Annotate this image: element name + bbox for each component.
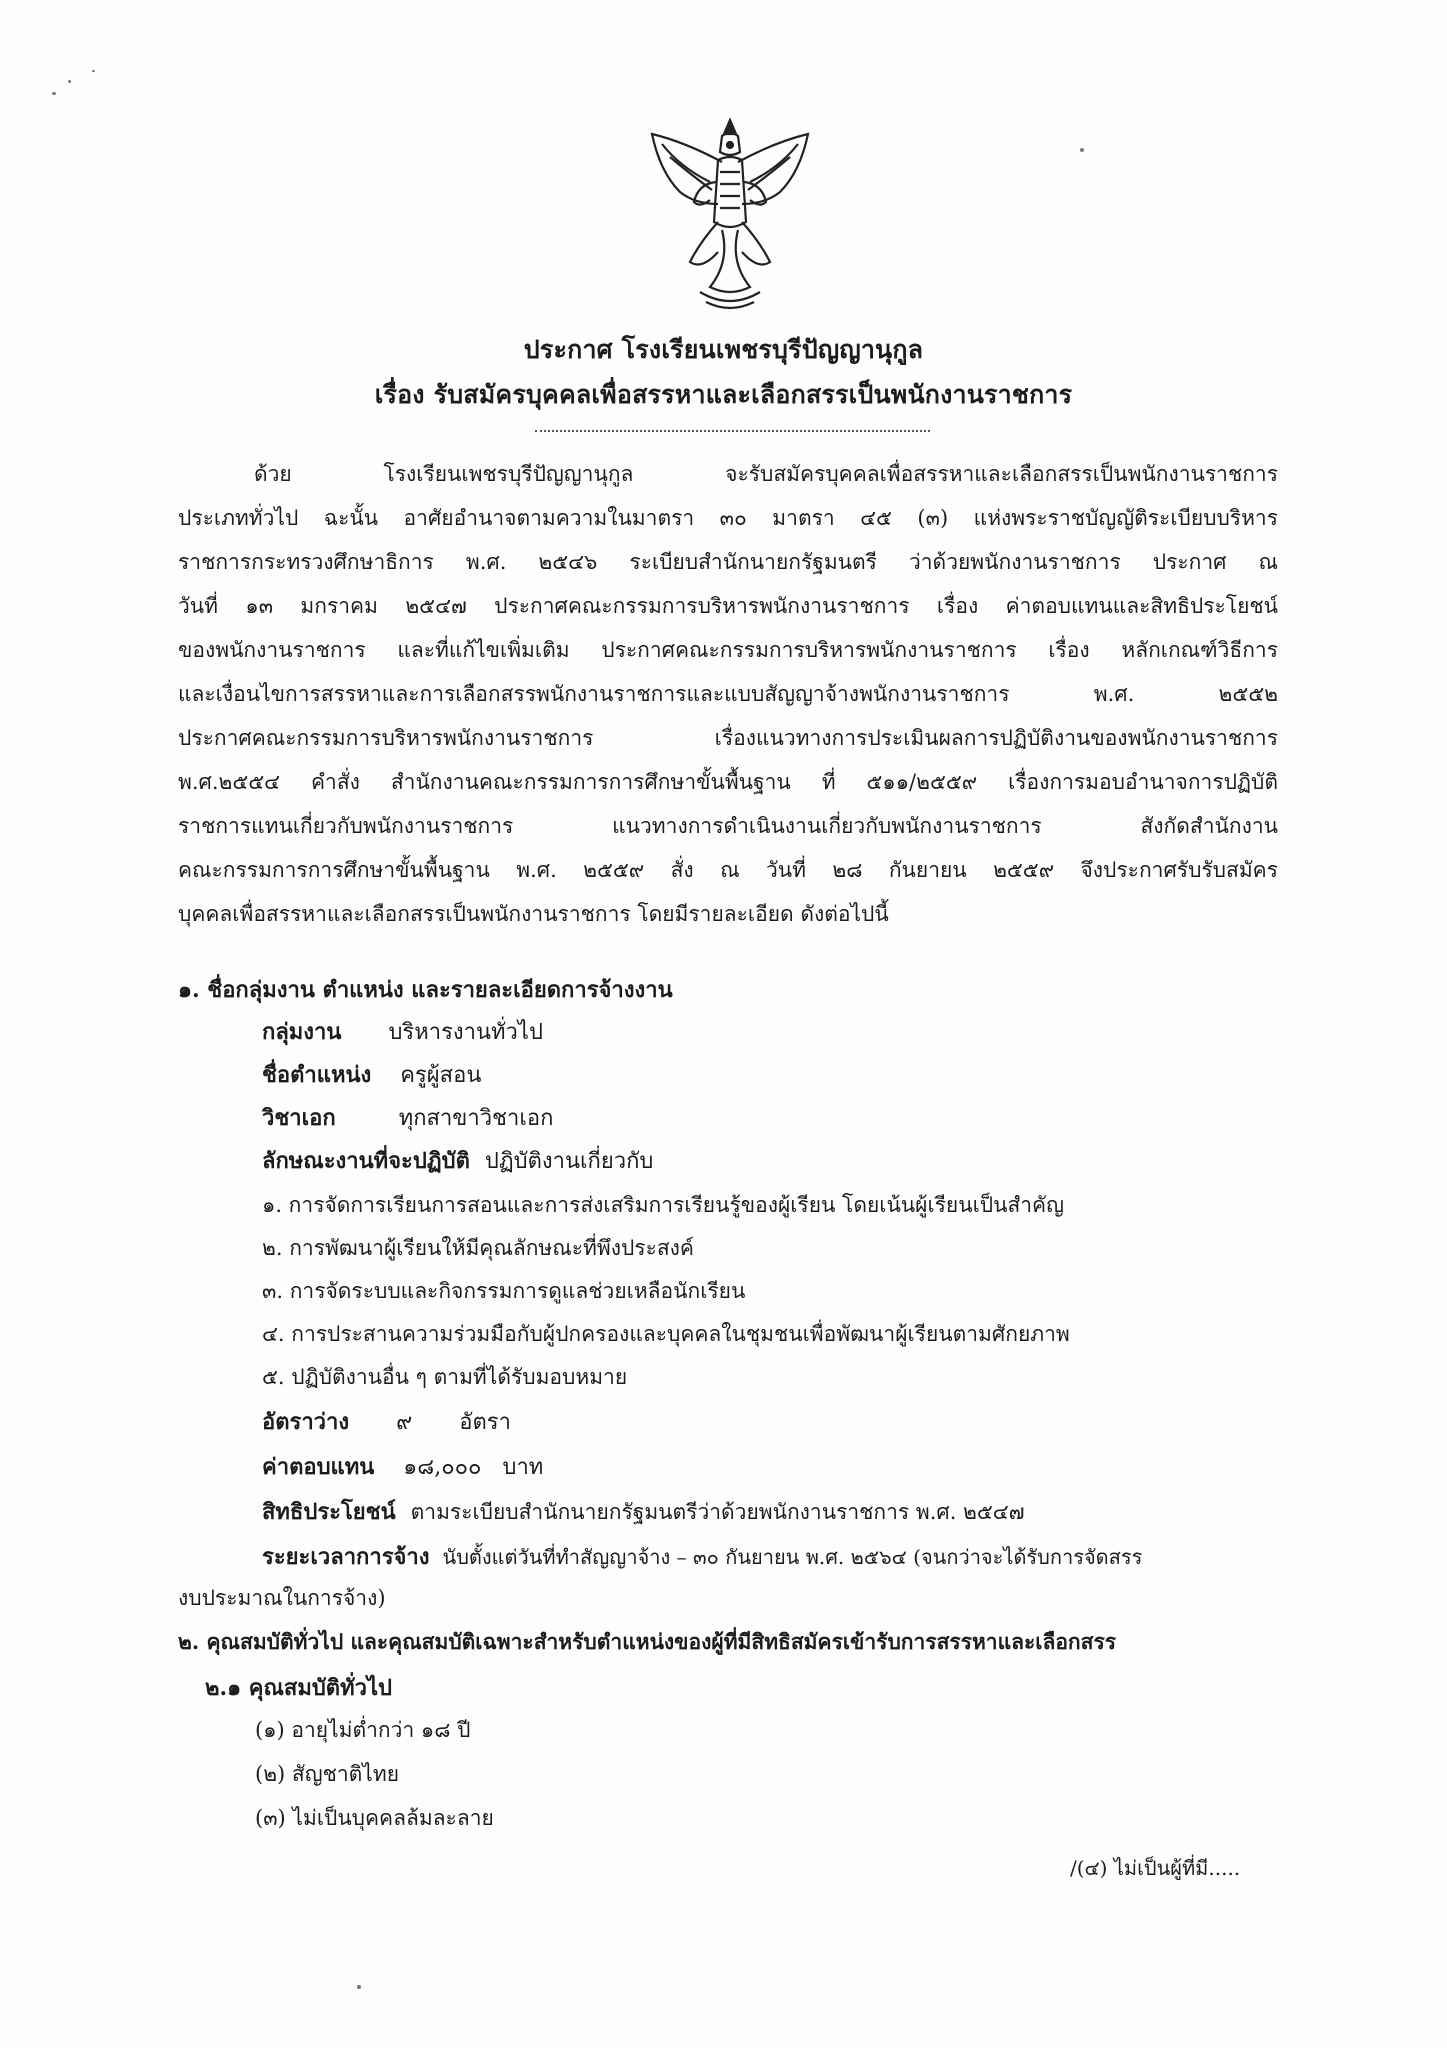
major-value: ทุกสาขาวิชาเอก bbox=[398, 1106, 554, 1131]
qualification-item: (๓) ไม่เป็นบุคคลล้มละลาย bbox=[255, 1806, 494, 1830]
duty-item: ๓. การจัดระบบและกิจกรรมการดูแลช่วยเหลือนักเรียน bbox=[262, 1279, 746, 1303]
period-value: นับตั้งแต่วันที่ทำสัญญาจ้าง – ๓๐ กันยายน พ.ศ. ๒๕๖๔ (จนกว่าจะได้รับการจัดสรร bbox=[442, 1545, 1143, 1569]
duty-item: ๕. ปฏิบัติงานอื่น ๆ ตามที่ได้รับมอบหมาย bbox=[262, 1365, 628, 1389]
title-divider bbox=[535, 430, 930, 432]
period-value-continued: งบประมาณในการจ้าง) bbox=[178, 1586, 386, 1610]
duty-value: ปฏิบัติงานเกี่ยวกับ bbox=[484, 1149, 654, 1174]
qualification-item: (๑) อายุไม่ต่ำกว่า ๑๘ ปี bbox=[255, 1718, 471, 1742]
benefit-field bbox=[262, 1494, 1024, 1529]
intro-line: คณะกรรมการการศึกษาขั้นพื้นฐาน พ.ศ. ๒๕๕๙ สั่ง ณ วันที่ ๒๘ กันยายน ๒๕๕๙ จึงประกาศรับรับสมัคร bbox=[178, 858, 1278, 882]
work-group-value: บริหารงานทั่วไป bbox=[388, 1020, 543, 1045]
intro-line: ราชการแทนเกี่ยวกับพนักงานราชการ แนวทางการดำเนินงานเกี่ยวกับพนักงานราชการ สังกัดสำนักงาน bbox=[178, 814, 1278, 838]
benefit-value: ตามระเบียบสำนักนายกรัฐมนตรีว่าด้วยพนักงานราชการ พ.ศ. ๒๕๔๗ bbox=[410, 1500, 1025, 1524]
duty-field bbox=[262, 1143, 653, 1178]
vacancy-field bbox=[262, 1404, 511, 1439]
period-field bbox=[262, 1539, 1142, 1574]
vacancy-label: อัตราว่าง bbox=[262, 1409, 350, 1435]
duty-item: ๑. การจัดการเรียนการสอนและการส่งเสริมการเรียนรู้ของผู้เรียน โดยเน้นผู้เรียนเป็นสำคัญ bbox=[262, 1193, 1064, 1217]
qualification-item: (๒) สัญชาติไทย bbox=[255, 1762, 400, 1786]
intro-line: ราชการกระทรวงศึกษาธิการ พ.ศ. ๒๕๔๖ ระเบียบสำนักนายกรัฐมนตรี ว่าด้วยพนักงานราชการ ประกาศ ณ bbox=[178, 550, 1278, 574]
scan-speck bbox=[1080, 148, 1084, 152]
intro-line: พ.ศ.๒๕๕๔ คำสั่ง สำนักงานคณะกรรมการการศึกษาขั้นพื้นฐาน ที่ ๕๑๑/๒๕๕๙ เรื่องการมอบอำนาจการปฏิบัติ bbox=[178, 770, 1278, 794]
benefit-label: สิทธิประโยชน์ bbox=[262, 1499, 396, 1525]
announcement-subject: เรื่อง รับสมัครบุคคลเพื่อสรรหาและเลือกสรรเป็นพนักงานราชการ bbox=[374, 380, 1073, 409]
scan-speck bbox=[68, 80, 71, 83]
intro-line: ของพนักงานราชการ และที่แก้ไขเพิ่มเติม ประกาศคณะกรรมการบริหารพนักงานราชการ เรื่อง หลักเกณฑ์วิธีการ bbox=[178, 638, 1278, 662]
position-label: ชื่อตำแหน่ง bbox=[262, 1062, 372, 1088]
position-value: ครูผู้สอน bbox=[400, 1063, 482, 1088]
continuation-note: /(๔) ไม่เป็นผู้ที่มี..... bbox=[1070, 1856, 1241, 1880]
announcement-title: ประกาศ โรงเรียนเพชรบุรีปัญญานุกูล bbox=[523, 335, 924, 364]
scan-speck bbox=[357, 1985, 361, 1989]
scan-speck bbox=[92, 70, 95, 72]
duty-item: ๔. การประสานความร่วมมือกับผู้ปกครองและบุคคลในชุมชนเพื่อพัฒนาผู้เรียนตามศักยภาพ bbox=[262, 1322, 1070, 1346]
intro-line: ด้วย โรงเรียนเพชรบุรีปัญญานุกูล จะรับสมัครบุคคลเพื่อสรรหาและเลือกสรรเป็นพนักงานราชการ bbox=[254, 462, 1278, 486]
duty-label: ลักษณะงานที่จะปฏิบัติ bbox=[262, 1148, 470, 1174]
pay-value: ๑๘,๐๐๐ bbox=[403, 1455, 482, 1480]
work-group-field bbox=[262, 1014, 543, 1049]
section-2-1-heading: ๒.๑ คุณสมบัติทั่วไป bbox=[205, 1675, 392, 1701]
section-1-heading: ๑. ชื่อกลุ่มงาน ตำแหน่ง และรายละเอียดการจ้างงาน bbox=[178, 977, 673, 1003]
section-2-heading: ๒. คุณสมบัติทั่วไป และคุณสมบัติเฉพาะสำหรับตำแหน่งของผู้ที่มีสิทธิสมัครเข้ารับการสรรหาและเลือกสรร bbox=[178, 1629, 1117, 1654]
major-label: วิชาเอก bbox=[262, 1105, 336, 1131]
position-field bbox=[262, 1057, 481, 1092]
scan-speck bbox=[52, 92, 56, 95]
intro-line: และเงื่อนไขการสรรหาและการเลือกสรรพนักงานราชการและแบบสัญญาจ้างพนักงานราชการ พ.ศ. ๒๕๕๒ bbox=[178, 682, 1278, 706]
intro-line: ประเภททั่วไป ฉะนั้น อาศัยอำนาจตามความในมาตรา ๓๐ มาตรา ๔๕ (๓) แห่งพระราชบัญญัติระเบียบบริหาร bbox=[178, 506, 1278, 530]
pay-unit: บาท bbox=[502, 1455, 544, 1480]
intro-line: ประกาศคณะกรรมการบริหารพนักงานราชการ เรื่องแนวทางการประเมินผลการปฏิบัติงานของพนักงานราชการ bbox=[178, 726, 1278, 750]
work-group-label: กลุ่มงาน bbox=[262, 1019, 342, 1045]
vacancy-unit: อัตรา bbox=[459, 1410, 511, 1435]
major-field bbox=[262, 1100, 553, 1135]
duty-item: ๒. การพัฒนาผู้เรียนให้มีคุณลักษณะที่พึงประสงค์ bbox=[262, 1236, 694, 1260]
intro-line: วันที่ ๑๓ มกราคม ๒๕๔๗ ประกาศคณะกรรมการบริหารพนักงานราชการ เรื่อง ค่าตอบแทนและสิทธิประโยชน์ bbox=[178, 594, 1278, 618]
intro-line: บุคคลเพื่อสรรหาและเลือกสรรเป็นพนักงานราชการ โดยมีรายละเอียด ดังต่อไปนี้ bbox=[178, 902, 889, 926]
vacancy-value: ๙ bbox=[396, 1410, 413, 1435]
pay-label: ค่าตอบแทน bbox=[262, 1454, 375, 1480]
pay-field bbox=[262, 1449, 543, 1484]
period-label: ระยะเวลาการจ้าง bbox=[262, 1544, 430, 1570]
garuda-emblem-icon bbox=[640, 112, 820, 317]
